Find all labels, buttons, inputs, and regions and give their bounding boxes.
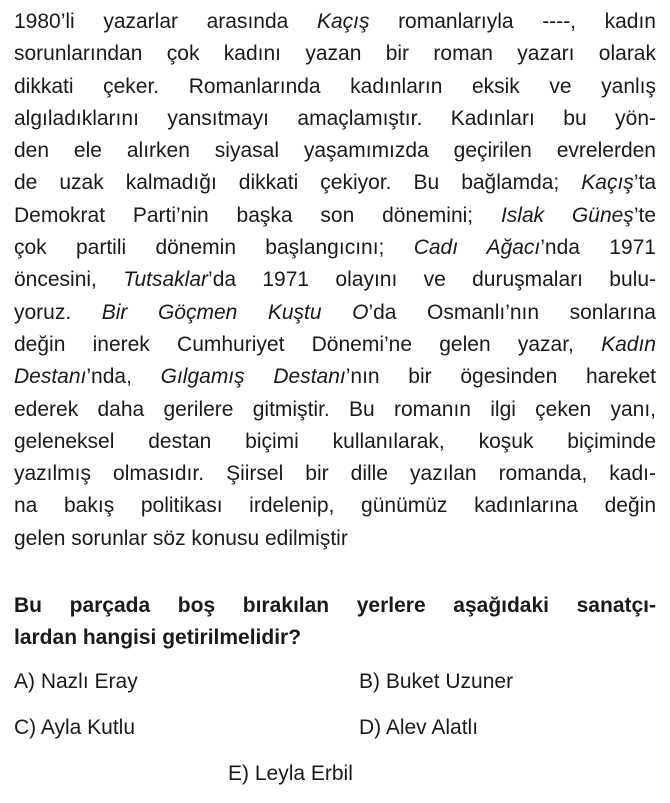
passage-text: çok partili dönemin başlangıcını; [14,236,414,260]
passage-text: gelen sorunlar söz konusu edilmiştir [14,526,348,550]
passage-text: 1980’li yazarlar arasında [14,10,317,33]
passage-line [14,6,656,38]
passage-text: den ele alırken siyasal yaşamımızda geçirilen evrelerden [14,139,656,163]
passage-text: romanlarıyla ----, kadın [369,10,656,33]
book-title: Cadı Ağacı [413,236,541,260]
passage-line [14,135,656,167]
passage-line [14,38,656,70]
question-prompt [14,590,656,654]
passage-text: ’te [633,203,656,227]
passage-text: algıladıklarını yansıtmayı amaçlamıştır. Kadınları bu yön- [14,106,656,130]
passage-line [14,232,656,264]
passage-text: ’ta [633,171,656,195]
book-title: Gılgamış Destanı [160,365,346,389]
option-e[interactable]: E) Leyla Erbil [228,762,353,785]
book-title: Tutsaklar [123,268,209,292]
book-title: Destanı [14,365,87,389]
passage-text: na bakış politikası irdelenip, günümüz kadınlarına değin [14,494,656,518]
passage-line [14,458,656,490]
passage-line [14,103,656,135]
prompt-line: lardan hangisi getirilmelidir? [14,626,302,649]
passage-text: yoruz. [14,300,102,324]
book-title: Kaçış [316,10,370,33]
book-title: Islak Güneş [500,203,634,227]
option-d[interactable]: D) Alev Alatlı [359,716,479,739]
book-title: Kadın [601,332,656,356]
passage-text: Demokrat Parti’nin başka son dönemini; [14,203,501,227]
passage-line [14,361,656,393]
option-b[interactable]: B) Buket Uzuner [359,670,514,693]
passage-line [14,490,656,522]
question-passage [14,6,656,555]
passage-text: sorunlarından çok kadını yazan bir roman yazarı olarak [14,42,656,66]
passage-text: ederek daha gerilere gitmiştir. Bu romanın ilgi çeken yanı, [14,397,656,421]
passage-line [14,71,656,103]
passage-line [14,200,656,232]
passage-line [14,167,656,199]
passage-line [14,264,656,296]
passage-text: de uzak kalmadığı dikkati çekiyor. Bu bağlamda; [14,171,582,195]
prompt-line: Bu parçada boş bırakılan yerlere aşağıdaki sanatçı- [14,594,656,617]
passage-line [14,297,656,329]
passage-text: ’nın bir ögesinden hareket [345,365,657,389]
passage-text: dikkati çeker. Romanlarında kadınların eksik ve yanlış [14,74,656,98]
passage-text: ’nda 1971 [540,236,656,260]
passage-line [14,329,656,361]
book-title: Kaçış [581,171,634,195]
passage-text: öncesini, [14,268,124,292]
passage-line [14,426,656,458]
option-c[interactable]: C) Ayla Kutlu [14,716,136,739]
passage-text: geleneksel destan biçimi kullanılarak, koşuk biçiminde [14,429,656,453]
passage-text: ’da 1971 olayını ve duruşmaları bulu- [208,268,657,292]
passage-text: yazılmış olmasıdır. Şiirsel bir dille yazılan romanda, kadı- [14,462,656,486]
passage-text: değin inerek Cumhuriyet Dönemi’ne gelen yazar, [14,332,602,356]
passage-line [14,523,656,555]
passage-line [14,394,656,426]
passage-text: ’nda, [86,365,161,389]
option-a[interactable]: A) Nazlı Eray [14,670,138,693]
book-title: Bir Göçmen Kuştu O [101,300,369,324]
passage-text: ’da Osmanlı’nın sonlarına [368,300,656,324]
